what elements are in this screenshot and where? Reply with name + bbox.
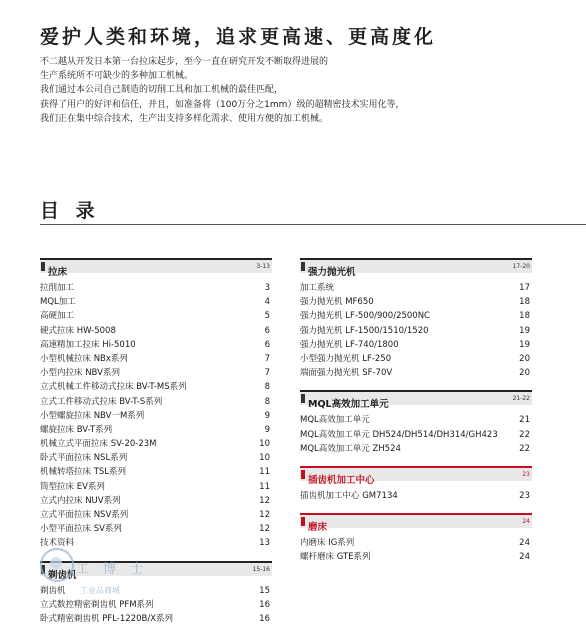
toc-entry-title: 机械转塔拉床 TSL系列: [40, 467, 127, 478]
toc-entry-page: 13: [259, 538, 270, 549]
toc-entry-page: 4: [264, 297, 270, 308]
toc-entry-page: 18: [519, 311, 530, 322]
toc-entry-page: 9: [264, 410, 270, 421]
toc-entry-page: 20: [519, 368, 530, 379]
toc-entry-title: 立式工件移动式拉床 BV-T-S系列: [40, 396, 163, 407]
toc-entry[interactable]: [40, 508, 272, 522]
toc-entry-title: 内磨床 IG系列: [300, 538, 355, 549]
toc-entry[interactable]: [40, 380, 272, 394]
toc-entry[interactable]: [40, 598, 272, 612]
intro-line: 获得了用户的好评和信任，并且，如准备将（100万分之1mm）级的超精密技术实用化等，: [40, 99, 405, 110]
toc-entry[interactable]: [40, 409, 272, 423]
toc-entry[interactable]: [300, 281, 532, 295]
toc-entry-page: 7: [264, 368, 270, 379]
toc-entry-page: 22: [519, 443, 530, 454]
toc-entry-title: 机械立式平面拉床 SV-20-23M: [40, 439, 157, 450]
toc-entry-title: 高硬加工: [40, 311, 75, 322]
toc-entry[interactable]: [300, 309, 532, 323]
toc-entry-page: 23: [519, 490, 530, 501]
toc-entry-page: 16: [259, 599, 270, 610]
toc-entry[interactable]: [300, 295, 532, 309]
toc-section-title: 强力抛光机: [308, 267, 356, 278]
intro-line: 不二越从开发日本第一台拉床起步，至今一直在研究开发不断取得进展的: [40, 57, 329, 67]
toc-entry-title: 高速精加工拉床 Hi-5010: [40, 339, 136, 350]
toc-entry-page: 6: [264, 339, 270, 350]
toc-entry[interactable]: [300, 428, 532, 442]
toc-section-header: [300, 390, 532, 411]
toc-entry-title: 硬式拉床 HW-5008: [40, 325, 116, 336]
toc-entry[interactable]: [40, 423, 272, 437]
toc-entry-page: 15: [259, 585, 270, 596]
toc-section-title: 插齿机加工中心: [308, 474, 375, 486]
section-gap: [300, 503, 532, 513]
toc-entry[interactable]: [300, 324, 532, 338]
toc-entry[interactable]: [40, 494, 272, 508]
toc-entry-page: 21: [519, 415, 530, 426]
toc-entry-title: 强力抛光机 LF-740/1800: [300, 339, 399, 350]
toc-entry[interactable]: [300, 536, 532, 550]
toc-section-header: [300, 466, 532, 486]
toc-entry-page: 3: [264, 283, 270, 293]
toc-entry[interactable]: [40, 281, 272, 295]
toc-section-page-range: 15-16: [252, 565, 270, 573]
toc-right-column: [300, 258, 532, 564]
toc-entry[interactable]: [300, 489, 532, 503]
toc-entry-title: 螺旋拉床 BV-T系列: [40, 424, 113, 435]
toc-entry-title: 技术资料: [40, 538, 75, 549]
toc-section-header: [300, 258, 532, 278]
toc-entry[interactable]: [40, 480, 272, 494]
toc-entry[interactable]: [40, 395, 272, 409]
toc-entry[interactable]: [40, 324, 272, 338]
toc-entry-title: 立式内拉床 NUV系列: [40, 495, 121, 506]
toc-entry[interactable]: [40, 309, 272, 323]
toc-entry-page: 19: [519, 339, 530, 350]
toc-entry[interactable]: [300, 413, 532, 427]
toc-entry-page: 9: [264, 424, 270, 435]
toc-entry[interactable]: [40, 451, 272, 465]
toc-entry-page: 10: [259, 453, 270, 464]
toc-entry-page: 16: [259, 613, 270, 624]
section-gap: [300, 456, 532, 466]
toc-entry-title: 剃齿机: [40, 585, 66, 596]
intro-line: 我们正在集中综合技术，生产出支持多样化需求、使用方便的加工机械。: [40, 113, 329, 124]
toc-entry-title: MQL加工: [40, 297, 76, 308]
toc-entry[interactable]: [300, 338, 532, 352]
toc-entry-page: 17: [519, 283, 530, 293]
toc-entry[interactable]: [40, 584, 272, 598]
toc-entry[interactable]: [300, 442, 532, 456]
toc-entry-title: 小型内拉床 NBV系列: [40, 368, 120, 379]
toc-entry-title: 卧式精密剃齿机 PFL-1220B/X系列: [40, 613, 174, 624]
toc-entry[interactable]: [40, 465, 272, 479]
toc-entry-title: 小型螺旋拉床 NBV一M系列: [40, 410, 145, 421]
watermark-subtitle: 工业品商城: [80, 586, 120, 595]
toc-entry-page: 18: [519, 297, 530, 308]
toc-entry-page: 11: [259, 481, 270, 492]
toc-entry-page: 11: [259, 467, 270, 478]
toc-entry-page: 7: [264, 353, 270, 364]
toc-entry[interactable]: [40, 536, 272, 550]
toc-entry-page: 12: [259, 495, 270, 506]
toc-entry-title: MQL高效加工单元 ZH524: [300, 443, 401, 454]
toc-entry-title: 小型平面拉床 SV系列: [40, 524, 122, 535]
toc-entry[interactable]: [40, 352, 272, 366]
toc-divider: [40, 224, 586, 225]
toc-entry-title: 拉削加工: [40, 283, 75, 293]
toc-entry[interactable]: [40, 366, 272, 380]
toc-entry-page: 10: [259, 439, 270, 450]
toc-section-page-range: 24: [522, 518, 530, 526]
toc-section-title: 磨床: [308, 522, 328, 534]
toc-entry[interactable]: [40, 295, 272, 309]
toc-entry[interactable]: [300, 366, 532, 380]
intro-line: 我们通过本公司自己制造的切削工具和加工机械的最佳匹配，: [40, 85, 284, 96]
toc-section-page-range: 3-13: [256, 263, 270, 270]
toc-entry-page: 5: [264, 311, 270, 322]
toc-section-header: [40, 561, 272, 581]
section-gap: [40, 551, 272, 561]
toc-title: 目 录: [40, 200, 100, 222]
watermark-logo-icon: [40, 548, 74, 582]
toc-entry-title: 强力抛光机 LF-1500/1510/1520: [300, 325, 429, 336]
toc-section-title: 剃齿机: [48, 569, 77, 581]
toc-entry-title: 螺杆磨床 GTE系列: [300, 552, 371, 563]
toc-section-title: MQL高效加工单元: [308, 399, 389, 411]
toc-entry-page: 22: [519, 429, 530, 440]
toc-entry-page: 20: [519, 353, 530, 364]
toc-entry-page: 19: [519, 325, 530, 336]
toc-entry-title: 端面强力抛光机 SF-70V: [300, 368, 393, 379]
toc-entry[interactable]: [40, 522, 272, 536]
intro-paragraph: [40, 55, 560, 126]
toc-section-page-range: 23: [522, 470, 530, 478]
toc-entry-title: 立式平面拉床 NSV系列: [40, 510, 129, 520]
toc-entry-page: 24: [519, 538, 530, 549]
section-gap: [300, 380, 532, 390]
toc-entry-page: 6: [264, 325, 270, 336]
toc-section-page-range: 17-20: [512, 263, 530, 270]
toc-entry-title: 筒型拉床 EV系列: [40, 481, 105, 492]
toc-entry[interactable]: [40, 338, 272, 352]
toc-entry-page: 24: [519, 552, 530, 563]
toc-entry[interactable]: [40, 437, 272, 451]
toc-entry-page: 12: [259, 524, 270, 535]
toc-entry-title: MQL高效加工单元: [300, 415, 370, 426]
toc-entry-page: 8: [264, 396, 270, 407]
toc-entry-title: 立式数控精密剃齿机 PFM系列: [40, 599, 154, 610]
toc-entry-title: 插齿机加工中心 GM7134: [300, 490, 398, 501]
toc-entry-page: 8: [264, 382, 270, 393]
toc-left-column: [40, 258, 272, 626]
toc-section-header: [300, 513, 532, 534]
toc-entry-title: 强力抛光机 MF650: [300, 297, 374, 308]
page-headline: 爱护人类和环境，追求更高速、更高度化: [40, 26, 437, 48]
toc-section-header: [40, 258, 272, 278]
toc-entry-title: 加工系统: [300, 283, 335, 293]
toc-section-page-range: 21-22: [512, 395, 530, 403]
toc-section-title: 拉床: [48, 267, 68, 278]
toc-entry[interactable]: [40, 612, 272, 626]
toc-entry-title: 卧式平面拉床 NSL系列: [40, 453, 128, 464]
toc-entry[interactable]: [300, 352, 532, 366]
toc-entry-title: 立式机械工件移动式拉床 BV-T-MS系列: [40, 382, 187, 393]
toc-entry[interactable]: [300, 550, 532, 564]
intro-line: 生产系统所不可缺少的多种加工机械。: [40, 71, 194, 82]
watermark-title: 工 博 士: [76, 562, 149, 577]
toc-entry-title: MQL高效加工单元 DH524/DH514/DH314/GH423: [300, 429, 498, 440]
toc-entry-title: 强力抛光机 LF-500/900/2500NC: [300, 311, 430, 322]
toc-entry-page: 12: [259, 510, 270, 520]
toc-entry-title: 小型强力抛光机 LF-250: [300, 353, 392, 364]
toc-entry-title: 小型机械拉床 NBx系列: [40, 353, 128, 364]
